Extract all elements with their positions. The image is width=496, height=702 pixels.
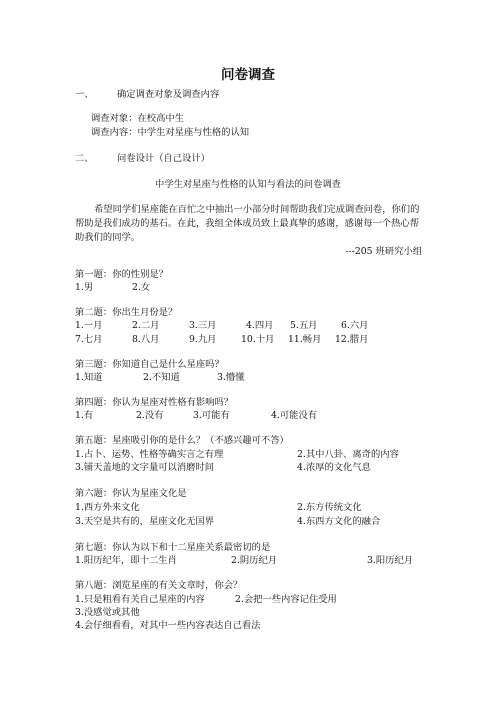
question-4-option-4: 4.可能没有	[271, 410, 318, 421]
section-1-number: 一、	[75, 89, 94, 100]
question-3-option-1: 1.知道	[75, 372, 103, 383]
question-4-option-1: 1.有	[75, 410, 94, 421]
question-5-option-1: 1.占卜、运势、性格等确实言之有理	[75, 449, 224, 460]
question-3-option-3: 3.懵懂	[217, 372, 245, 383]
question-4: 第四题：你认为星座对性格有影响吗？	[75, 397, 234, 408]
question-6-option-2: 2.东方传统文化	[297, 502, 362, 513]
question-1-option-2: 2.女	[132, 282, 151, 293]
section-2-number: 二、	[75, 153, 94, 164]
question-1-option-1: 1.男	[75, 282, 94, 293]
question-2-option-2: 2.二月	[132, 320, 160, 331]
question-1: 第一题：你的性别是？	[75, 269, 168, 280]
section-1-title: 确定调查对象及调查内容	[117, 89, 220, 100]
question-2-option-12: 12.腊月	[335, 334, 369, 345]
section-2-title: 问卷设计（自己设计）	[117, 153, 210, 164]
section-2-heading	[75, 152, 210, 165]
question-2-option-3: 3.三月	[189, 320, 217, 331]
question-2-option-4: 4.四月	[246, 320, 274, 331]
question-2-option-11: 11.畅月	[288, 334, 322, 345]
question-8-option-3: 3.没感觉或其他	[75, 607, 140, 618]
intro-paragraph: 希望同学们星座能在百忙之中抽出一小部分时间帮助我们完成调查问卷，你们的帮助是我们成功的基石。在此，我组全体成员致上最真挚的感谢，感谢每一个热心帮助我们的同学。	[75, 204, 420, 243]
survey-object-line: 调查对象：在校高中生	[91, 113, 184, 124]
section-1-heading	[75, 88, 219, 101]
question-8: 第八题：浏览星座的有关文章时，你会？	[75, 580, 243, 591]
signature: ---205 班研究小组	[345, 246, 422, 257]
question-6-option-3: 3.天空是共有的，星座文化无国界	[75, 516, 215, 527]
question-2-option-10: 10.十月	[241, 334, 275, 345]
question-2-option-8: 8.八月	[132, 334, 160, 345]
question-6: 第六题：你认为星座文化是	[75, 488, 187, 499]
question-7-option-2: 2.阴历纪月	[231, 555, 278, 566]
question-4-option-2: 2.没有	[136, 410, 164, 421]
question-5-option-2: 2.其中八卦、离奇的内容	[297, 449, 399, 460]
question-8-option-4: 4.会仔细看看，对其中一些内容表达自己看法	[75, 620, 261, 631]
question-5-option-3: 3.铺天盖地的文字量可以消磨时间	[75, 462, 215, 473]
question-5-option-4: 4.浓厚的文化气息	[297, 462, 371, 473]
document-title: 问卷调查	[221, 67, 275, 83]
question-7-option-3: 3.阳历纪月	[367, 555, 414, 566]
question-3: 第三题：你知道自己是什么星座吗？	[75, 359, 224, 370]
question-6-option-4: 4.东西方文化的融合	[297, 516, 381, 527]
question-2-option-6: 6.六月	[341, 320, 369, 331]
question-2: 第二题：你出生月份是？	[75, 307, 178, 318]
question-2-option-9: 9.九月	[189, 334, 217, 345]
question-7-option-1: 1.阳历纪年，即十二生肖	[75, 555, 177, 566]
survey-content-line: 调查内容：中学生对星座与性格的认知	[91, 127, 250, 138]
question-3-option-2: 2.不知道	[143, 372, 180, 383]
question-8-option-2: 2.会把一些内容记住受用	[235, 594, 337, 605]
question-7: 第七题：你认为以下和十二星座关系最密切的是	[75, 542, 271, 553]
question-6-option-1: 1.西方外来文化	[75, 502, 140, 513]
question-4-option-3: 3.可能有	[193, 410, 230, 421]
question-2-option-5: 5.五月	[290, 320, 318, 331]
question-2-option-7: 7.七月	[75, 334, 103, 345]
question-8-option-1: 1.只是粗看有关自己星座的内容	[75, 594, 205, 605]
survey-title: 中学生对星座与性格的认知与看法的问卷调查	[155, 179, 341, 190]
question-5: 第五题：星座吸引你的是什么？（不感兴趣可不答）	[75, 435, 289, 446]
question-2-option-1: 1.一月	[75, 320, 103, 331]
